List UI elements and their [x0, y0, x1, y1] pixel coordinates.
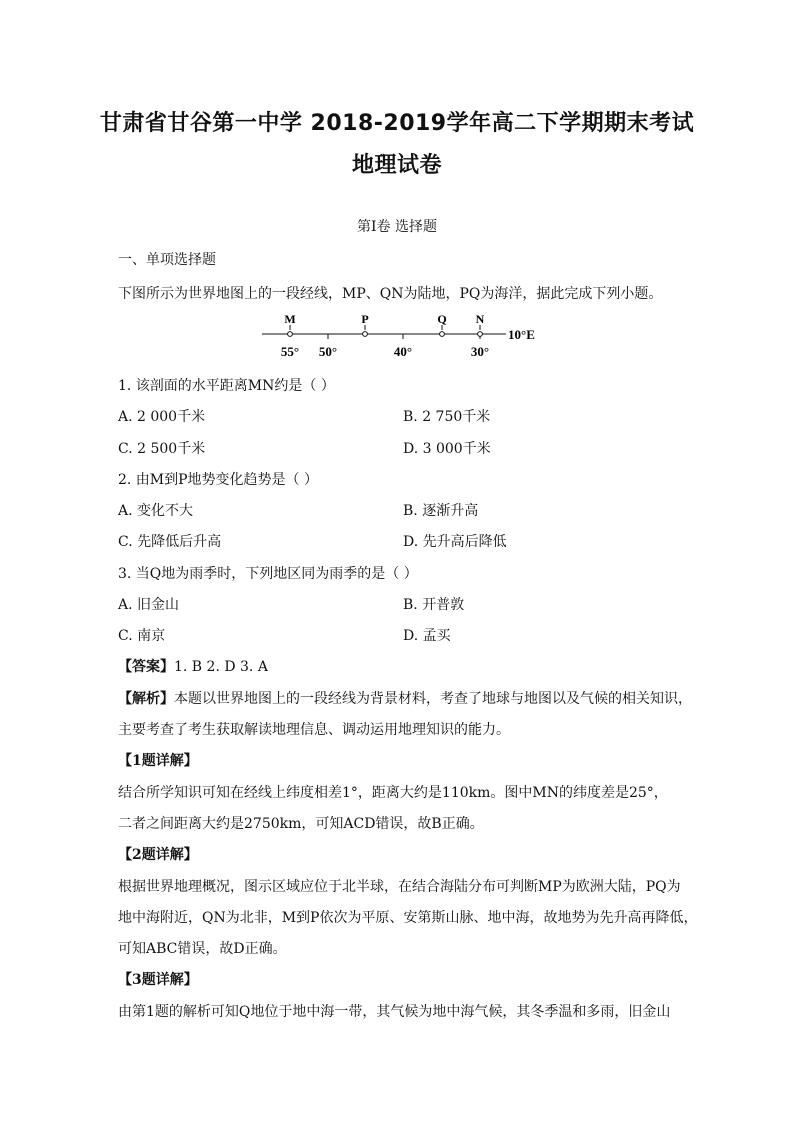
- answer-line: [118, 656, 268, 676]
- detail-heading: 【1题详解】: [118, 753, 198, 769]
- option-a: A. 旧金山: [118, 597, 180, 613]
- point-marker-q: [440, 332, 445, 337]
- point-marker-n: [478, 332, 483, 337]
- detail-text: 结合所学知识可知在经线上纬度相差1°，距离大约是110km。图中MN的纬度差是25°，: [118, 785, 668, 801]
- point-label-q: Q: [437, 312, 447, 326]
- question-intro: 下图所示为世界地图上的一段经线，MP、QN为陆地，PQ为海洋，据此完成下列小题。: [118, 286, 663, 302]
- analysis-text: 本题以世界地图上的一段经线为背景材料，考查了地球与地图以及气候的相关知识，: [174, 691, 692, 707]
- option-a: A. 变化不大: [118, 503, 194, 519]
- detail-text: 可知ABC错误，故D正确。: [118, 941, 287, 957]
- detail-text: 地中海附近，QN为北非，M到P依次为平原、安第斯山脉、地中海，故地势为先升高再降低，: [118, 910, 698, 926]
- answer-text: 1. B 2. D 3. A: [174, 659, 268, 675]
- option-c: C. 2 500千米: [118, 441, 206, 457]
- analysis-text: 主要考查了考生获取解读地理信息、调动运用地理知识的能力。: [118, 722, 510, 738]
- section-title: 第Ⅰ卷 选择题: [357, 219, 437, 235]
- question-stem: 2. 由M到P地势变化趋势是（ ）: [118, 472, 319, 488]
- option-a: A. 2 000千米: [118, 409, 206, 425]
- tick-label: 30°: [470, 344, 490, 359]
- question-type-heading: 一、单项选择题: [118, 252, 216, 268]
- option-d: D. 孟买: [403, 628, 451, 644]
- detail-text: 由第1题的解析可知Q地位于地中海一带，其气候为地中海气候，其冬季温和多雨，旧金山: [118, 1004, 671, 1020]
- page-title: 甘肃省甘谷第一中学 2018-2019学年高二下学期期末考试: [99, 111, 695, 136]
- page-subtitle: 地理试卷: [351, 153, 442, 178]
- analysis-line: [118, 688, 692, 708]
- option-d: D. 先升高后降低: [403, 534, 507, 550]
- tick-label: 55°: [280, 344, 300, 359]
- meridian-label: 10°E: [508, 327, 535, 342]
- question-stem: 3. 当Q地为雨季时，下列地区同为雨季的是（ ）: [118, 566, 418, 582]
- point-label-p: P: [361, 312, 369, 326]
- point-label-n: N: [475, 312, 485, 326]
- option-b: B. 逐渐升高: [403, 503, 479, 519]
- question-stem: 1. 该剖面的水平距离MN约是（ ）: [118, 378, 335, 394]
- point-label-m: M: [284, 312, 296, 326]
- tick-label: 40°: [393, 344, 413, 359]
- option-d: D. 3 000千米: [403, 441, 491, 457]
- option-c: C. 先降低后升高: [118, 534, 222, 550]
- option-b: B. 2 750千米: [403, 409, 491, 425]
- detail-heading: 【2题详解】: [118, 847, 198, 863]
- point-marker-p: [363, 332, 368, 337]
- tick-label: 50°: [318, 344, 338, 359]
- detail-text: 根据世界地理概况，图示区域应位于北半球，在结合海陆分布可判断MP为欧洲大陆，PQ为: [118, 879, 681, 895]
- meridian-diagram: [258, 308, 558, 366]
- detail-heading: 【3题详解】: [118, 972, 198, 988]
- point-marker-m: [288, 332, 293, 337]
- option-c: C. 南京: [118, 628, 166, 644]
- option-b: B. 开普敦: [403, 597, 465, 613]
- analysis-label: 【解析】: [118, 691, 174, 707]
- answer-label: 【答案】: [118, 659, 174, 675]
- detail-text: 二者之间距离大约是2750km，可知ACD错误，故B正确。: [118, 816, 484, 832]
